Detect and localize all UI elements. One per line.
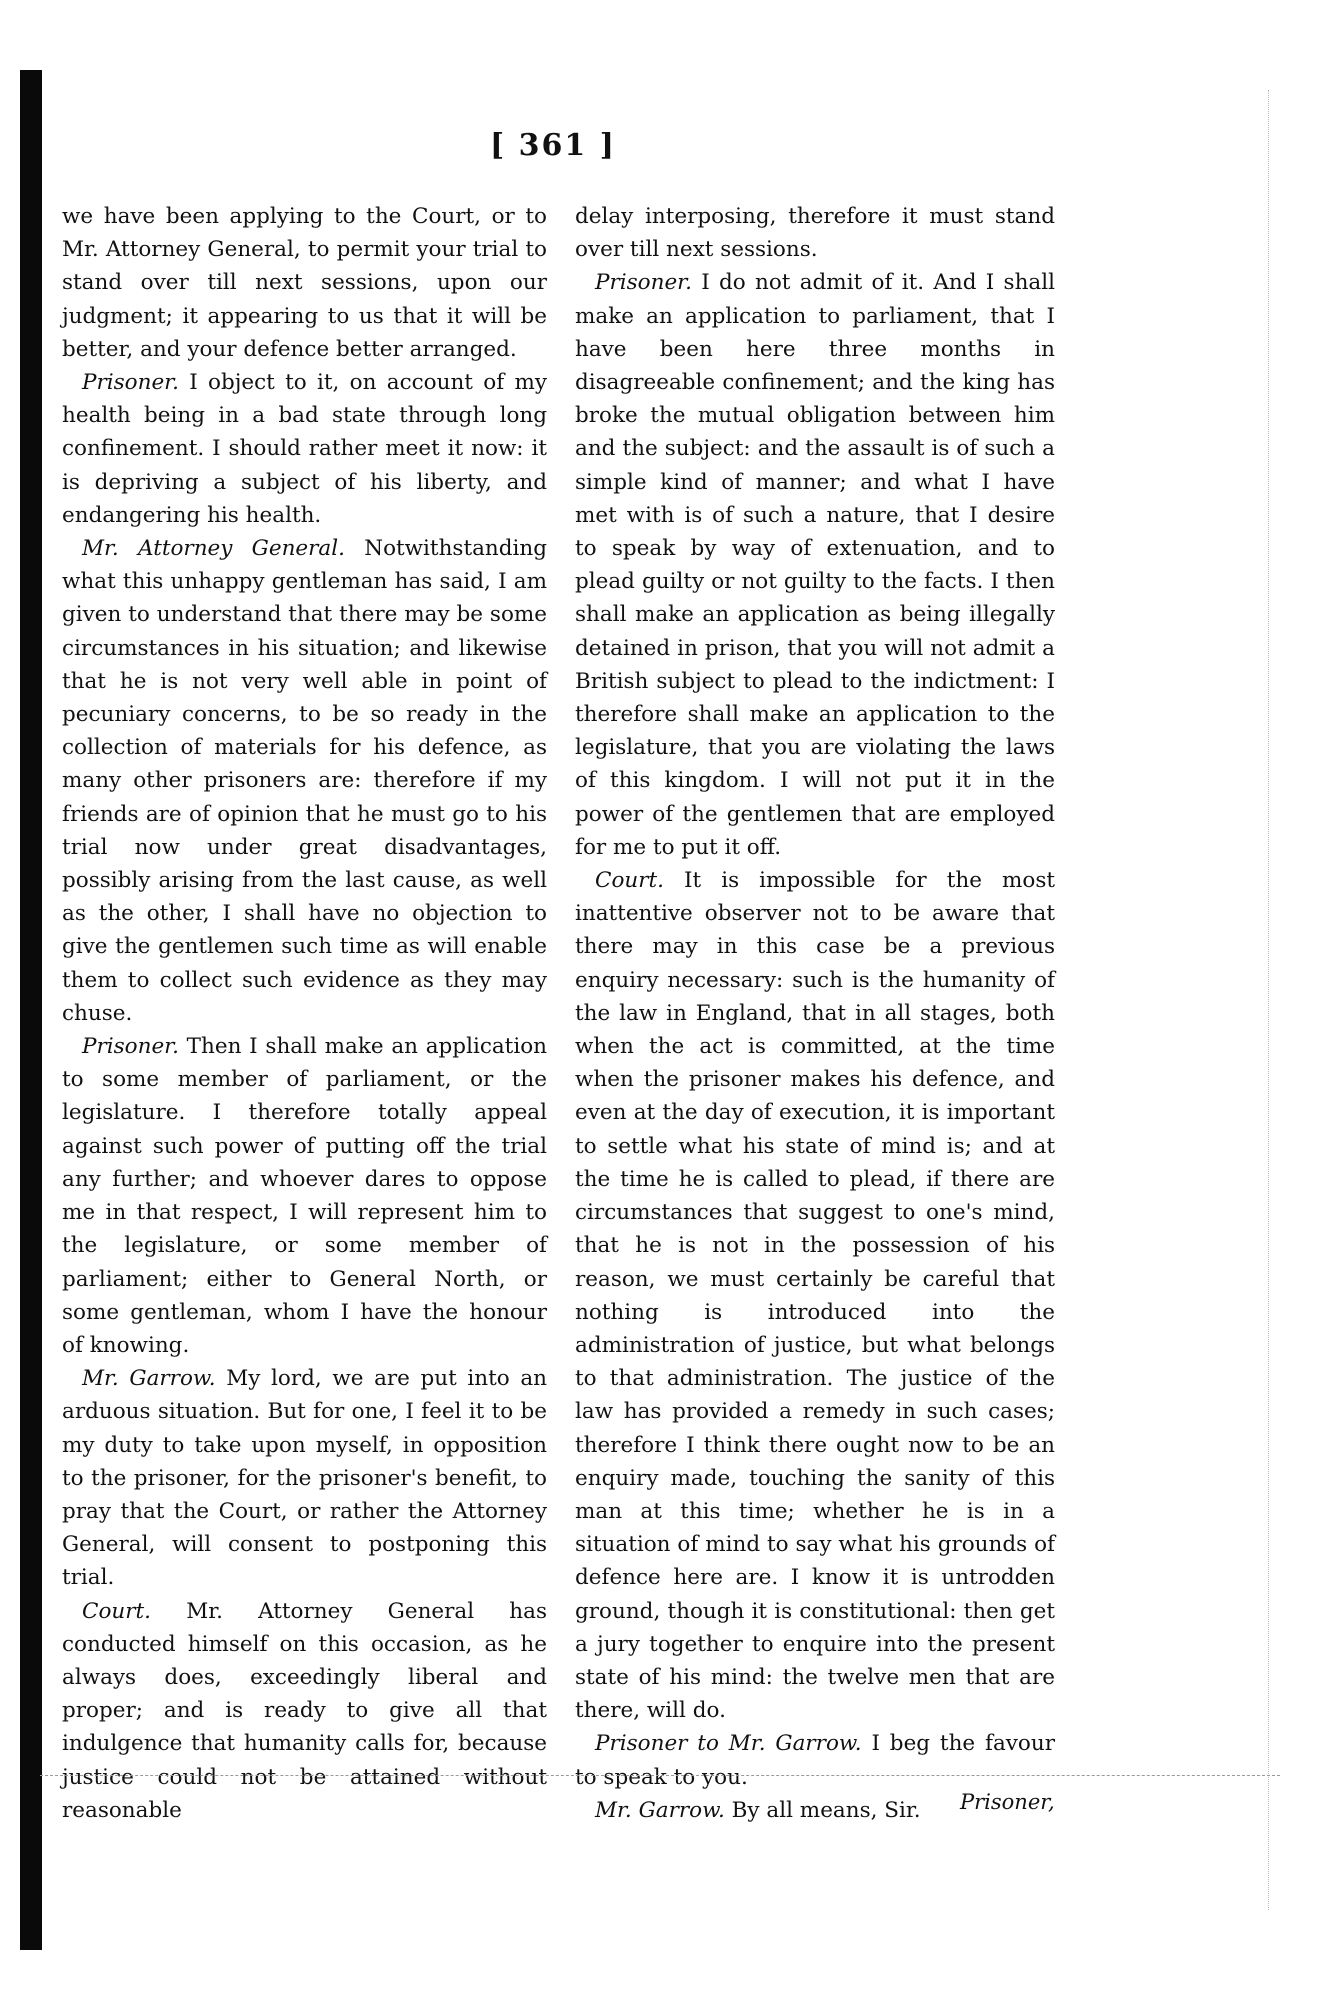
speaker-name: Mr. Attorney General. (82, 536, 345, 562)
paragraph-text: Mr. Attorney General has conducted himself on this occasion, as he always does, exceedingly liberal and proper; and is ready to give all that indulgence that humanity calls for, because justice could not be attained without reasonable (62, 1598, 547, 1823)
paragraph-text: I beg the favour to speak to you. (575, 1731, 1055, 1790)
speaker-name: Prisoner to Mr. Garrow. (595, 1731, 862, 1757)
speaker-name: Prisoner. (595, 270, 692, 296)
book-spine-shadow (20, 70, 42, 1950)
paragraph-text: It is impossible for the most inattentive observer not to be aware that there may in this case be a previous enquiry necessary: such is the humanity of the law in England, that in all stages, both when the act is committed, at the time when the prisoner makes his defence, and even at the day of execution, it is important to settle what his state of mind is; and at the time he is called to plead, if there are circumstances that suggest to one's mind, that he is not in the possession of his reason, we must certainly be careful that nothing is introduced into the administration of justice, but what belongs to that administration. The justice of the law has provided a remedy in such cases; therefore I think there ought now to be an enquiry made, touching the sanity of this man at this time; whether he is in a situation of mind to say what his grounds of defence here are. I know it is untrodden ground, though it is constitutional: then get a jury together to enquire into the present state of his mind: the twelve men that are there, will do. (575, 868, 1055, 1724)
paragraph (62, 532, 547, 1030)
speaker-name: Mr. Garrow. (82, 1366, 216, 1392)
footer-rule (40, 1775, 1280, 1776)
paragraph (62, 366, 547, 532)
paragraph-text: I object to it, on account of my health being in a bad state through long confinement. I should rather meet it now: it is depriving a subject of his liberty, and endangering his health. (62, 370, 547, 528)
paragraph (575, 200, 1055, 266)
paragraph (62, 1030, 547, 1362)
paragraph (575, 864, 1055, 1727)
catchword: Prisoner, (960, 1790, 1055, 1814)
paragraph (62, 1595, 547, 1827)
speaker-name: Court. (595, 868, 664, 894)
page-number: [ 361 ] (490, 128, 616, 163)
page-edge-marks (1268, 90, 1289, 1910)
paragraph-text: delay interposing, therefore it must stand over till next sessions. (575, 204, 1055, 263)
paragraph-text: My lord, we are put into an arduous situation. But for one, I feel it to be my duty to take upon myself, in opposition to the prisoner, for the prisoner's benefit, to pray that the Court, or rather the Attorney General, will consent to postponing this trial. (62, 1366, 548, 1591)
paragraph-text: I do not admit of it. And I shall make an application to parliament, that I have been here three months in disagreeable confinement; and the king has broke the mutual obligation between him and the subject: and the assault is of such a simple kind of manner; and what I have met with is of such a nature, that I desire to speak by way of extenuation, and to plead guilty or not guilty to the facts. I then shall make an application as being illegally detained in prison, that you will not admit a British subject to plead to the indictment: I therefore shall make an application to the legislature, that you are violating the laws of this kingdom. I will not put it in the power of the gentlemen that are employed for me to put it off. (575, 270, 1055, 860)
paragraph-text: we have been applying to the Court, or to Mr. Attorney General, to permit your trial to stand over till next sessions, upon our judgment; it appearing to us that it will be better, and your defence better arranged. (62, 204, 547, 362)
paragraph-text: By all means, Sir. (731, 1797, 921, 1823)
paragraph-text: Then I shall make an application to some member of parliament, or the legislature. I therefore totally appeal against such power of putting off the trial any further; and whoever dares to oppose me in that respect, I will represent him to the legislature, or some member of parliament; either to General North, or some gentleman, whom I have the honour of knowing. (62, 1034, 547, 1358)
paragraph (62, 1362, 547, 1594)
speaker-name: Court. (82, 1598, 151, 1624)
paragraph-text: Notwithstanding what this unhappy gentleman has said, I am given to understand that there may be some circumstances in his situation; and likewise that he is not very well able in point of pecuniary concerns, to be so ready in the collection of materials for his defence, as many other prisoners are: therefore if my friends are of opinion that he must go to his trial now under great disadvantages, possibly arising from the last cause, as well as the other, I shall have no objection to give the gentlemen such time as will enable them to collect such evidence as they may chuse. (62, 536, 547, 1026)
left-column (62, 200, 547, 1827)
right-column (575, 200, 1055, 1827)
speaker-name: Prisoner. (82, 1034, 179, 1060)
paragraph (575, 266, 1055, 864)
paragraph (62, 200, 547, 366)
speaker-name: Prisoner. (82, 370, 179, 396)
speaker-name: Mr. Garrow. (595, 1797, 725, 1823)
paragraph (575, 1727, 1055, 1793)
